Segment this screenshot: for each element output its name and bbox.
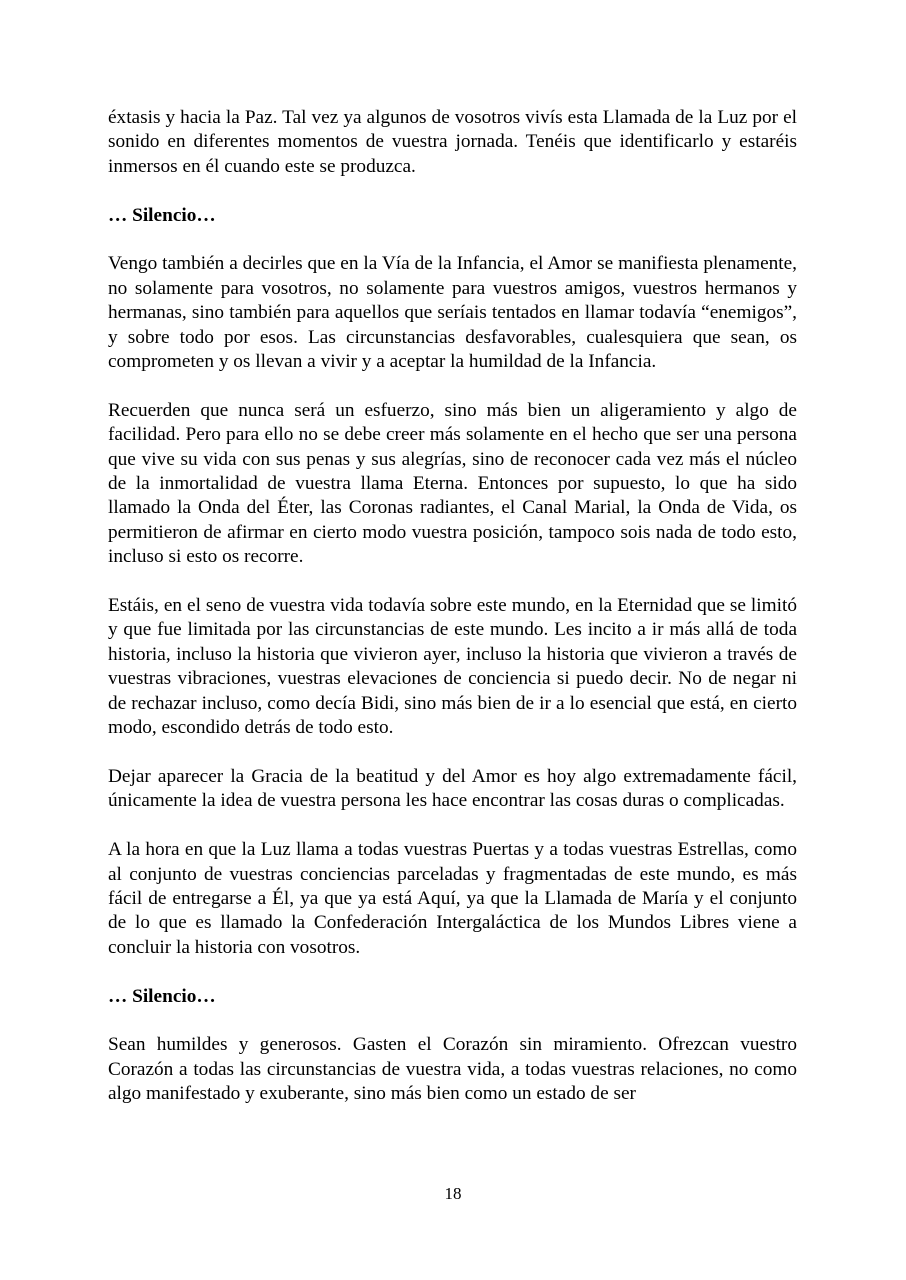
silence-marker-2: … Silencio… — [108, 985, 216, 1007]
paragraph-7: Sean humildes y generosos. Gasten el Corazón sin miramiento. Ofrezcan vuestro Corazón a todas las circunstancias de vuestra vida, a todas vuestras relaciones, no como algo manifestado y exuberante, sino más bien como un estado de ser — [108, 1034, 797, 1105]
paragraph-6: A la hora en que la Luz llama a todas vuestras Puertas y a todas vuestras Estrellas, como al conjunto de vuestras conciencias parceladas y fragmentadas de este mundo, es más fácil de entregarse a Él, ya que ya está Aquí, ya que la Llamada de María y el conjunto de lo que es llamado la Confederación Intergaláctica de los Mundos Libres viene a concluir la historia con vosotros. — [108, 839, 797, 958]
page-body — [108, 106, 797, 1107]
paragraph-3: Recuerden que nunca será un esfuerzo, sino más bien un aligeramiento y algo de facilidad. Pero para ello no se debe creer más solamente en el hecho que ser una persona que vive su vida con sus penas y sus alegrías, sino de reconocer cada vez más el núcleo de la inmortalidad de vuestra llama Eterna. Entonces por supuesto, lo que ha sido llamado la Onda del Éter, las Coronas radiantes, el Canal Marial, la Onda de Vida, os permitieron de afirmar en cierto modo vuestra posición, tampoco sois nada de todo esto, incluso si esto os recorre. — [108, 399, 797, 568]
paragraph-4: Estáis, en el seno de vuestra vida todavía sobre este mundo, en la Eternidad que se limitó y que fue limitada por las circunstancias de este mundo. Les incito a ir más allá de toda historia, incluso la historia que vivieron ayer, incluso la historia que vivieron a través de vuestras vibraciones, vuestras elevaciones de conciencia si puedo decir. No de negar ni de rechazar incluso, como decía Bidi, sino más bien de ir a lo esencial que está, en cierto modo, escondido detrás de todo esto. — [108, 595, 797, 739]
paragraph-1: éxtasis y hacia la Paz. Tal vez ya algunos de vosotros vivís esta Llamada de la Luz por el sonido en diferentes momentos de vuestra jornada. Tenéis que identificarlo y estaréis inmersos en él cuando este se produzca. — [108, 107, 797, 177]
page-number: 18 — [444, 1184, 462, 1203]
paragraph-5: Dejar aparecer la Gracia de la beatitud y del Amor es hoy algo extremadamente fácil, únicamente la idea de vuestra persona les hace encontrar las cosas duras o complicadas. — [108, 765, 797, 812]
silence-marker-1: … Silencio… — [108, 204, 216, 226]
paragraph-2: Vengo también a decirles que en la Vía de la Infancia, el Amor se manifiesta plenamente, no solamente para vosotros, no solamente para vuestros amigos, vuestros hermanos y hermanas, sino también para aquellos que seríais tentados en llamar todavía “enemigos”, y sobre todo por esos. Las circunstancias desfavorables, cualesquiera que sean, os comprometen y os llevan a vivir y a aceptar la humildad de la Infancia. — [108, 253, 797, 373]
